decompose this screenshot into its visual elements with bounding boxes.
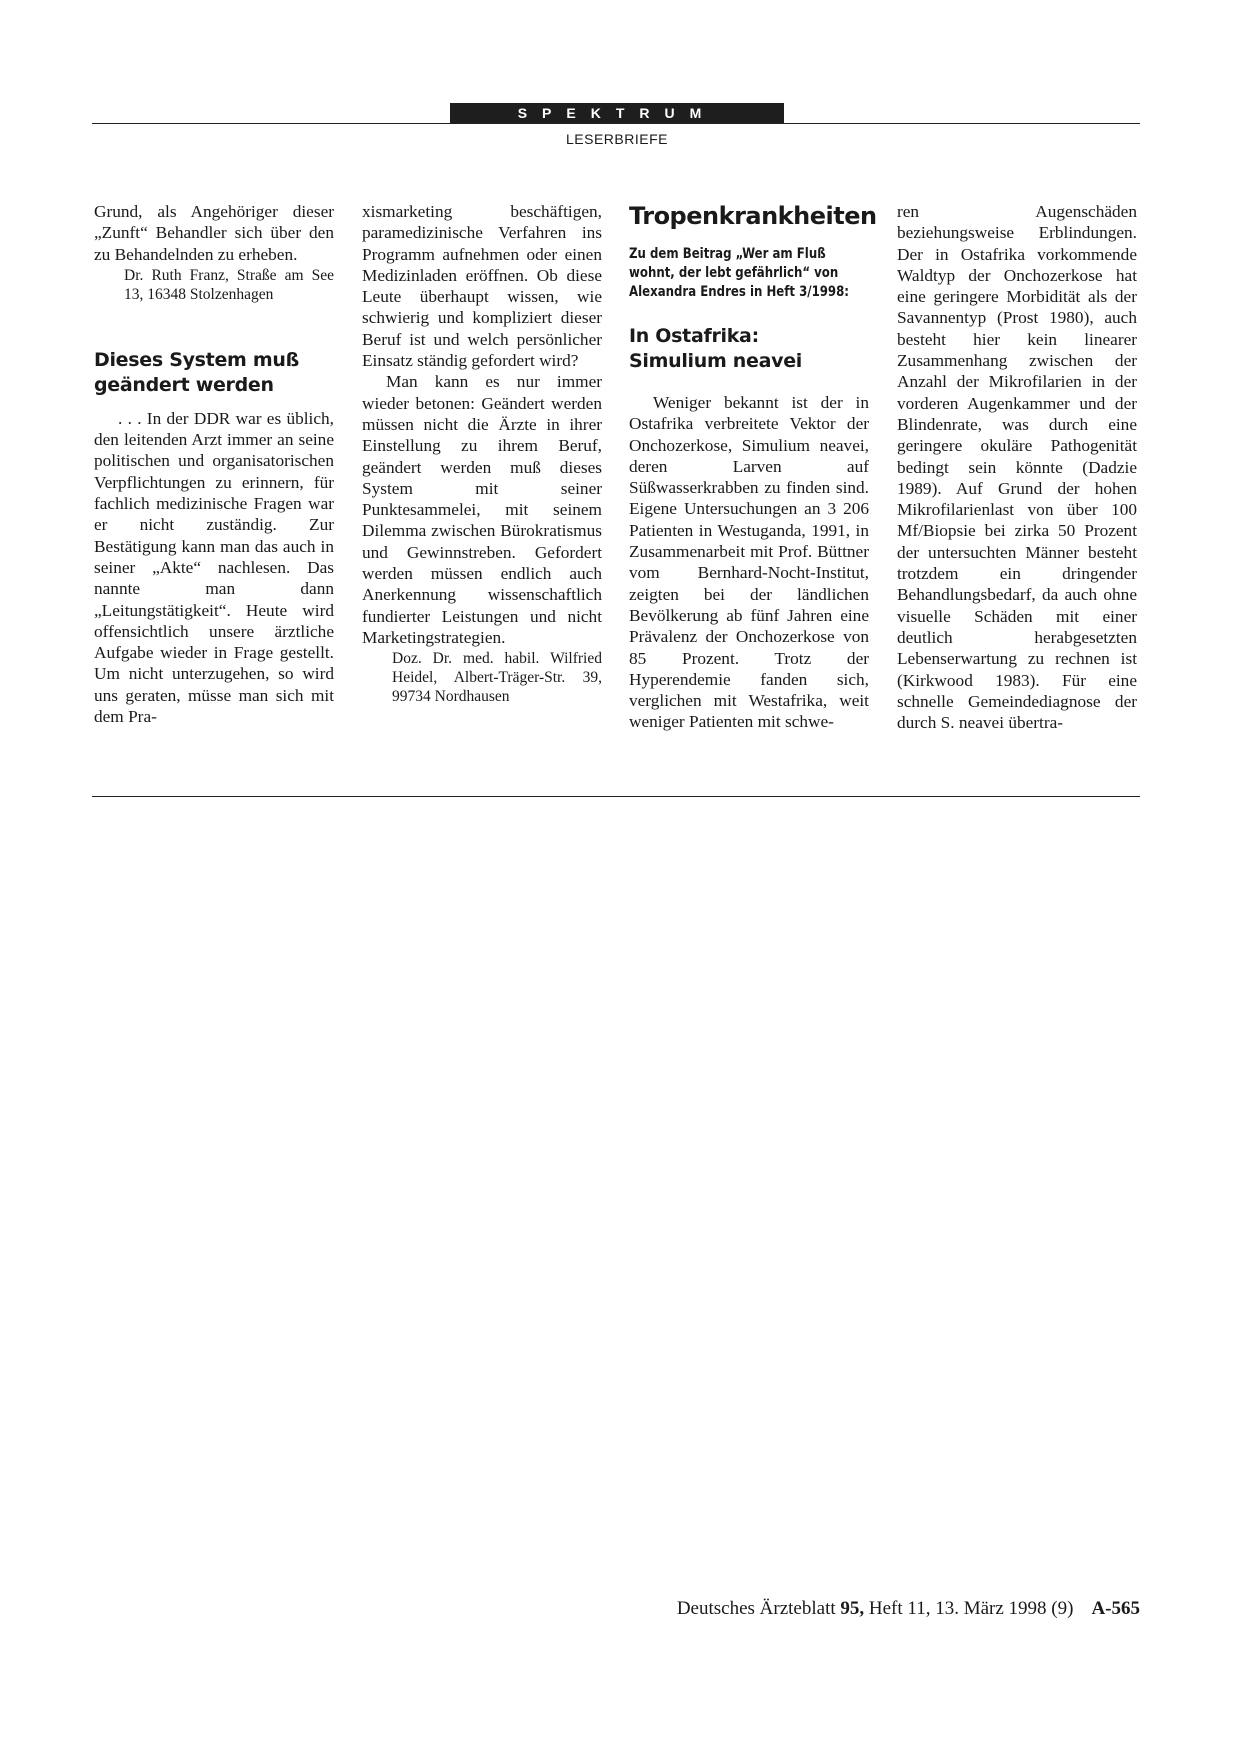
letter-3-text: Weniger bekannt ist der in Ostafrika verbreitete Vektor der Onchozerkose, Simulium neavei, deren Larven auf Süßwasserkrabben zu finden sind. Eigene Untersuchungen an 3 206 Patienten in Westuganda, 1991, in Zusammenarbeit mit Prof. Büttner vom Bernhard-Nocht-Institut, zeigten bei der ländlichen Bevölkerung ab fünf Jahren eine Prävalenz der Onchozerkose von 85 Prozent. Trotz der Hyperendemie fanden sich, verglichen mit Westafrika, weit weniger Patienten mit schwe- <box>629 393 869 732</box>
letter-2-text: . . . In der DDR war es üblich, den leitenden Arzt immer an seine politischen und organisatorischen Verpflichtungen zu erinnern, für fachlich medizinische Fragen war er nicht zuständig. Zur Bestätigung kann man das auch in seiner „Akte“ nachlesen. Das nannte man dann „Leitungstätigkeit“. Heute wird offensichtlich unsere ärztliche Aufgabe wieder in Frage gestellt. Um nicht unterzugehen, so wird uns geraten, müsse man sich mit dem Pra- <box>94 408 334 727</box>
reference-intro: Zu dem Beitrag „Wer am Fluß wohnt, der lebt gefährlich“ von Alexandra Endres in Heft 3/1998: <box>629 246 850 300</box>
letter-2-heading: Dieses System muß geändert werden <box>94 348 299 396</box>
column-3 <box>629 201 877 733</box>
letter-1-signature: Dr. Ruth Franz, Straße am See 13, 16348 Stolzenhagen <box>124 266 334 303</box>
letter-2-signature: Doz. Dr. med. habil. Wilfried Heidel, Albert-Träger-Str. 39, 99734 Nordhausen <box>392 650 602 706</box>
subsection-label: LESERBRIEFE <box>566 131 668 147</box>
bottom-rule <box>92 796 1140 797</box>
letter-3-heading: In Ostafrika: Simulium neavei <box>629 325 803 372</box>
section-banner: SPEKTRUM <box>450 103 784 123</box>
page-number: A-565 <box>1091 1598 1140 1619</box>
column-4 <box>897 201 1137 733</box>
volume-number: 95, <box>840 1598 865 1619</box>
header-rule <box>92 123 1140 124</box>
letter-2-text-cont: xismarketing beschäftigen, paramedizinische Verfahren ins Programm aufnehmen oder einen Medizinladen eröffnen. Ob diese Leute überhaupt wissen, wie schwierig und kompliziert dieser Beruf ist und welch persönlicher Einsatz ständig gefordert wird? <box>362 202 602 371</box>
page-footer <box>560 1598 1140 1620</box>
section-title: Tropenkrankheiten <box>629 202 877 230</box>
column-2 <box>362 201 602 706</box>
journal-name: Deutsches Ärzteblatt <box>676 1598 836 1619</box>
letter-3-text-cont: ren Augenschäden beziehungsweise Erblindungen. Der in Ostafrika vorkommende Waldtyp der Onchozerkose hat eine geringere Morbidität als der Savannentyp (Prost 1980), auch besteht hier kein linearer Zusammenhang zwischen der Anzahl der Mikrofilarien in der vorderen Augenkammer und der Blindenrate, was durch eine geringere okuläre Pathogenität bedingt sein könnte (Dadzie 1989). Auf Grund der hohen Mikrofilarienlast von über 100 Mf/Biopsie bei zirka 50 Prozent der untersuchten Männer besteht trotzdem ein dringender Behandlungsbedarf, da auch ohne visuelle Schäden mit einer deutlich herabgesetzten Lebenserwartung zu rechnen ist (Kirkwood 1983). Für eine schnelle Gemeindediagnose der durch S. neavei übertra- <box>897 202 1137 733</box>
letter-1-text: Grund, als Angehöriger dieser „Zunft“ Behandler sich über den zu Behandelnden zu erheben. <box>94 202 334 264</box>
issue-info: Heft 11, 13. März 1998 (9) <box>868 1598 1074 1619</box>
letter-2-text-para2: Man kann es nur immer wieder betonen: Geändert werden müssen nicht die Ärzte in ihrer Einstellung zu ihrem Beruf, geändert werden muß dieses System mit seiner Punktesammelei, mit seinem Dilemma zwischen Bürokratismus und Gewinnstreben. Gefordert werden müssen endlich auch Anerkennung wissenschaftlich fundierter Leistungen und nicht Marketingstrategien. <box>362 372 602 647</box>
column-1 <box>94 201 334 727</box>
